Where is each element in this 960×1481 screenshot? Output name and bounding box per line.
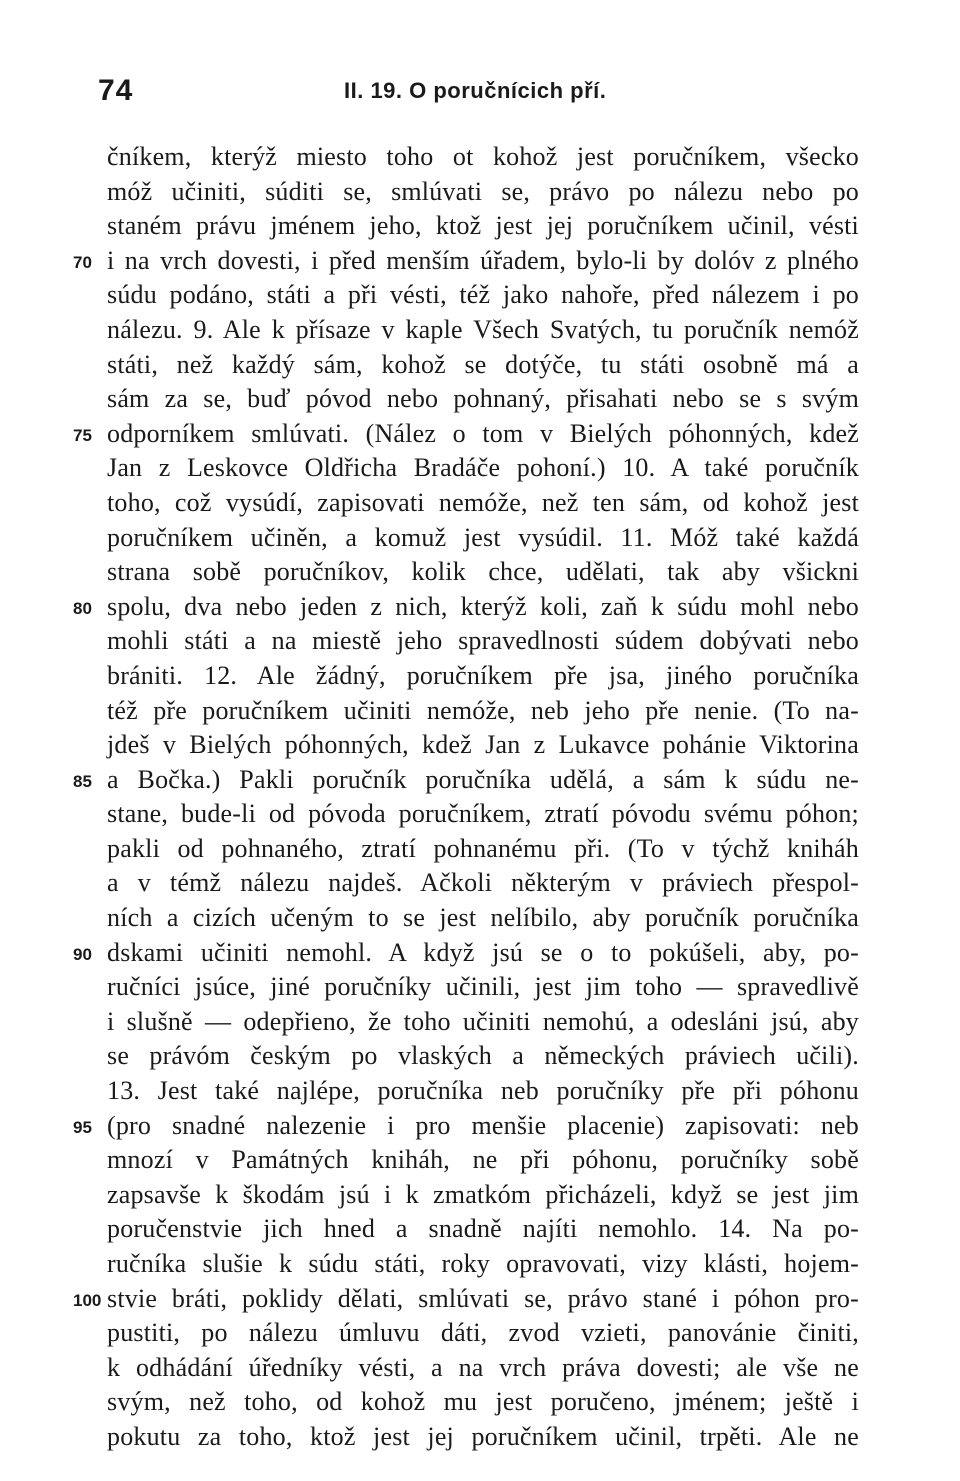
line-text: a Bočka.) Pakli poručník poručníka udělá, a sám k súdu ne- bbox=[107, 764, 859, 794]
line-text: státi, než každý sám, kohož se dotýče, tu státi osobně má a bbox=[107, 349, 859, 379]
line-text: staném právu jménem jeho, ktož jest jej poručníkem učinil, vésti bbox=[107, 211, 859, 241]
line-text: i slušně — odepřieno, že toho učiniti nemohú, a odesláni jsú, aby bbox=[107, 1006, 859, 1036]
text-line bbox=[107, 797, 859, 832]
line-text: nálezu. 9. Ale k přísaze v kaple Všech Svatých, tu poručník nemóž bbox=[107, 314, 859, 344]
line-text: jdeš v Bielých póhonných, kdež Jan z Lukavce pohánie Viktorina bbox=[107, 730, 859, 760]
line-number: 75 bbox=[73, 425, 92, 445]
line-text: pokutu za toho, ktož jest jej poručníkem učinil, trpěti. Ale ne bbox=[107, 1421, 859, 1451]
line-text: poručníkem učiněn, a komuž jest vysúdil. 11. Móž také každá bbox=[107, 522, 859, 552]
text-line bbox=[107, 209, 859, 244]
text-line bbox=[107, 348, 859, 383]
line-text: brániti. 12. Ale žádný, poručníkem pře jsa, jiného poručníka bbox=[107, 660, 859, 690]
text-line bbox=[107, 1316, 859, 1351]
line-text: sám za se, buď póvod nebo pohnaný, přisahati nebo se s svým bbox=[107, 384, 859, 414]
line-text: pakli od pohnaného, ztratí pohnanému při. (To v týchž kniháh bbox=[107, 833, 859, 863]
text-line bbox=[107, 1074, 859, 1109]
text-line bbox=[107, 901, 859, 936]
text-line bbox=[73, 417, 859, 452]
line-text: i na vrch dovesti, i před menším úřadem, bylo-li by dolóv z plného bbox=[107, 245, 859, 275]
line-text: též pře poručníkem učiniti nemóže, neb jeho pře nenie. (To na- bbox=[107, 695, 859, 725]
running-head: II. 19. O poručnícich pří. bbox=[344, 78, 607, 103]
text-line bbox=[107, 866, 859, 901]
line-text: a v témž nálezu najdeš. Ačkoli některým v práviech přespol- bbox=[107, 868, 859, 898]
text-line bbox=[107, 970, 859, 1005]
line-text: dskami učiniti nemohl. A když jsú se o to pokúšeli, aby, po- bbox=[107, 937, 859, 967]
line-text: k odhádání úředníky vésti, a na vrch práva dovesti; ale vše ne bbox=[107, 1352, 859, 1382]
line-number: 70 bbox=[73, 252, 92, 272]
text-line bbox=[107, 140, 859, 175]
body-text bbox=[73, 140, 859, 1455]
line-text: stane, bude-li od póvoda poručníkem, ztratí póvodu svému póhon; bbox=[107, 799, 859, 829]
line-text: ních a cizích učeným to se jest nelíbilo, aby poručník poručníka bbox=[107, 903, 859, 933]
line-text: ručníka slušie k súdu státi, roky opravovati, vizy klásti, hojem- bbox=[107, 1249, 859, 1278]
line-number: 80 bbox=[73, 598, 92, 618]
line-text: pustiti, po nálezu úmluvu dáti, zvod vzieti, panovánie činiti, bbox=[107, 1318, 859, 1348]
line-text: se právóm českým po vlaských a německých práviech učili). bbox=[107, 1041, 859, 1071]
line-number: 85 bbox=[73, 771, 92, 791]
line-text: ručníci jsúce, jiné poručníky učinili, jest jim toho — spravedlivě bbox=[107, 972, 859, 1002]
line-text: poručenstvie jich hned a snadně najíti nemohlo. 14. Na po- bbox=[107, 1214, 859, 1244]
line-number: 95 bbox=[73, 1117, 92, 1137]
line-text: stvie bráti, poklidy dělati, smlúvati se, právo stané i póhon pro- bbox=[107, 1283, 859, 1313]
line-text: čníkem, kterýž miesto toho ot kohož jest poručníkem, všecko bbox=[107, 142, 859, 171]
text-line bbox=[107, 624, 859, 659]
text-line bbox=[107, 832, 859, 867]
line-text: móž učiniti, súditi se, smlúvati se, právo po nálezu nebo po bbox=[107, 176, 859, 206]
text-line bbox=[107, 278, 859, 313]
text-line bbox=[73, 1109, 859, 1144]
line-number: 90 bbox=[73, 944, 92, 964]
line-text: svým, než toho, od kohož mu jest poručeno, jménem; ještě i bbox=[107, 1387, 859, 1417]
text-line bbox=[107, 1212, 859, 1247]
text-line bbox=[107, 1039, 859, 1074]
text-line bbox=[107, 659, 859, 694]
text-line bbox=[107, 1005, 859, 1040]
text-line bbox=[107, 694, 859, 729]
text-line bbox=[107, 521, 859, 556]
text-line bbox=[107, 1385, 859, 1420]
text-line bbox=[73, 763, 859, 798]
page-number: 74 bbox=[98, 74, 134, 107]
line-text: strana sobě poručníkov, kolik chce, udělati, tak aby všickni bbox=[107, 557, 859, 587]
line-text: 13. Jest také najlépe, poručníka neb poručníky pře při póhonu bbox=[107, 1076, 859, 1106]
text-line bbox=[107, 486, 859, 521]
line-text: (pro snadné nalezenie i pro menšie placenie) zapisovati: neb bbox=[107, 1110, 859, 1140]
line-text: mnozí v Památných kniháh, ne při póhonu, poručníky sobě bbox=[107, 1145, 859, 1175]
text-line bbox=[107, 313, 859, 348]
text-line bbox=[107, 1143, 859, 1178]
text-line bbox=[107, 555, 859, 590]
text-line bbox=[107, 382, 859, 417]
line-text: odporníkem smlúvati. (Nález o tom v Bielých póhonných, kdež bbox=[107, 418, 859, 448]
text-line bbox=[73, 590, 859, 625]
page-header bbox=[96, 74, 866, 114]
text-line bbox=[107, 1351, 859, 1386]
line-text: súdu podáno, státi a při vésti, též jako nahoře, před nálezem i po bbox=[107, 280, 859, 310]
text-line bbox=[73, 1282, 859, 1317]
line-text: spolu, dva nebo jeden z nich, kterýž koli, zaň k súdu mohl nebo bbox=[107, 591, 859, 621]
text-line bbox=[107, 728, 859, 763]
text-line bbox=[107, 175, 859, 210]
text-line bbox=[107, 1420, 859, 1455]
line-text: toho, což vysúdí, zapisovati nemóže, než ten sám, od kohož jest bbox=[107, 487, 859, 517]
line-number: 100 bbox=[73, 1290, 102, 1310]
text-line bbox=[107, 1247, 859, 1282]
text-line bbox=[73, 244, 859, 279]
text-line bbox=[107, 451, 859, 486]
text-line bbox=[73, 936, 859, 971]
line-text: zapsavše k škodám jsú i k zmatkóm přicházeli, když se jest jim bbox=[107, 1179, 859, 1209]
text-line bbox=[107, 1178, 859, 1213]
line-text: mohli státi a na miestě jeho spravedlnosti súdem dobývati nebo bbox=[107, 626, 859, 656]
line-text: Jan z Leskovce Oldřicha Bradáče pohoní.) 10. A také poručník bbox=[107, 453, 859, 483]
